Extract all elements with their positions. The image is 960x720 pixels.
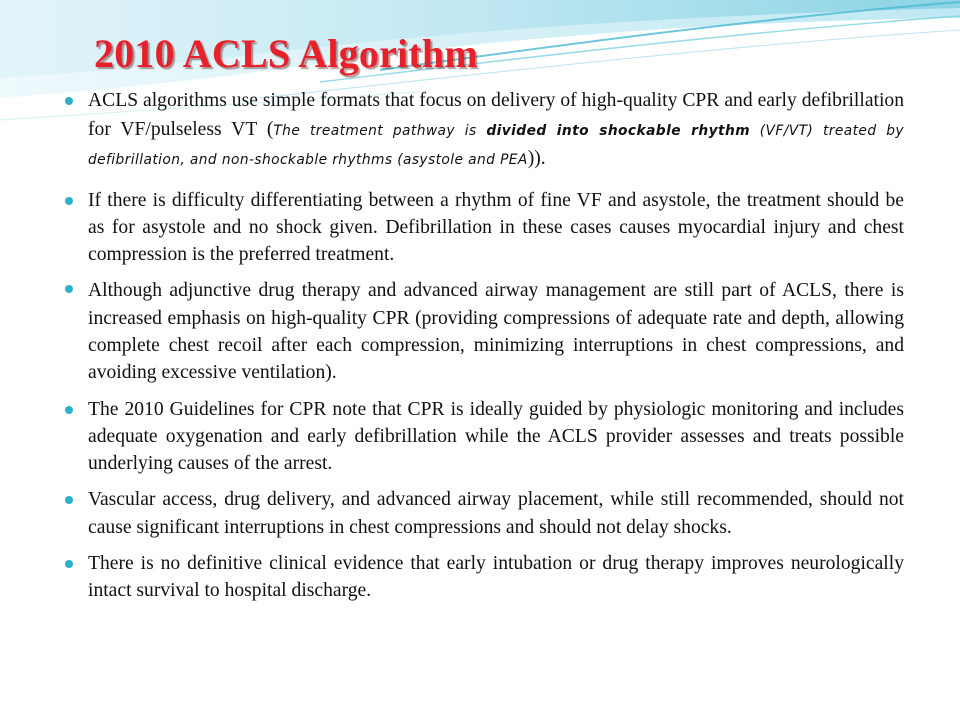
bullet-dot-icon: [65, 97, 73, 105]
bullet-dot-icon: [65, 197, 73, 205]
bullet-dot-icon: [65, 496, 73, 504]
note-emphasis: divided into shockable rhythm: [486, 122, 750, 139]
bullet-dot-icon: [65, 560, 73, 568]
note-part: The treatment pathway is: [273, 122, 487, 139]
bullet-text: Although adjunctive drug therapy and advanced airway management are still part of ACLS, there is increased emphasis on high-quality CPR (providing compressions of adequate rate and depth, allowing complete chest recoil after each compression, minimizing interruptions in chest compressions, and avoiding excessive ventilation).: [88, 280, 904, 384]
bullet-item-high-quality-cpr: [88, 277, 904, 386]
bullet-list: [88, 87, 904, 614]
bullet-text: ACLS algorithms use simple formats that focus on delivery of high-quality CPR and early defibrillation for VF/pulseless VT (: [88, 90, 904, 140]
bullet-text: The 2010 Guidelines for CPR note that CPR is ideally guided by physiologic monitoring and includes adequate oxygenation and early defibrillation while the ACLS provider assesses and treats possible underlying causes of the arrest.: [88, 398, 904, 475]
bullet-dot-icon: [65, 406, 73, 414]
slide-title: 2010 ACLS Algorithm: [94, 31, 478, 76]
bullet-item-intubation-evidence: [88, 550, 904, 605]
bullet-dot-icon: [65, 285, 73, 293]
bullet-item-fine-vf: [88, 187, 904, 269]
bullet-item-2010-guidelines: [88, 396, 904, 478]
bullet-text: There is no definitive clinical evidence that early intubation or drug therapy improves neurologically intact survival to hospital discharge.: [88, 553, 904, 602]
bullet-item-vascular-access: [88, 486, 904, 541]
bullet-text: If there is difficulty differentiating between a rhythm of fine VF and asystole, the treatment should be as for asystole and no shock given. Defibrillation in these cases causes myocardial injury and chest compression is the preferred treatment.: [88, 189, 904, 266]
bullet-item-algorithms: [88, 87, 904, 175]
note-part: (VF/VT) treated by defibrillation, and non-shockable rhythms (asystole and PEA: [88, 122, 904, 168]
bullet-text-tail: )).: [527, 148, 546, 169]
bullet-text: Vascular access, drug delivery, and advanced airway placement, while still recommended, should not cause significant interruptions in chest compressions and should not delay shocks.: [88, 489, 904, 538]
